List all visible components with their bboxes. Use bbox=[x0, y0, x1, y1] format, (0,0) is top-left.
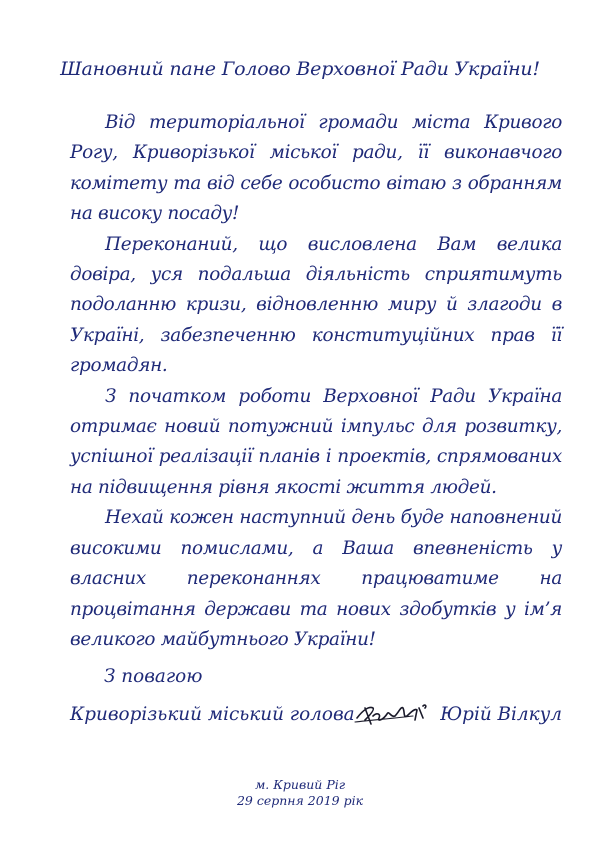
handwritten-signature bbox=[353, 696, 441, 730]
signer-name: Юрій Вілкул bbox=[440, 704, 562, 725]
paragraph-4: Нехай кожен наступний день буде наповнений високими помислами, а Ваша впевненість у власних переконаннях працюватиме на процвітання держави та нових здобутків у ім’я великого майбутнього України! bbox=[70, 507, 562, 650]
date: 29 серпня 2019 рік bbox=[236, 793, 364, 808]
place-and-date bbox=[0, 777, 600, 809]
city: м. Кривий Ріг bbox=[254, 777, 346, 792]
paragraph-2: Переконаний, що висловлена Вам велика довіра, уся подальша діяльність сприятимуть подоланню кризи, відновленню миру й злагоди в Україні, забезпеченню конституційних прав її громадян. bbox=[70, 233, 562, 377]
letter-body bbox=[70, 108, 562, 655]
paragraph-3: З початком роботи Верховної Ради Україна отримає новий потужний імпульс для розвитку, успішної реалізації планів і проектів, спрямованих на підвищення рівня якості життя людей. bbox=[70, 385, 562, 498]
paragraph-1: Від територіальної громади міста Кривого Рогу, Криворізької міської ради, її виконавчого комітету та від себе особисто вітаю з обранням на високу посаду! bbox=[70, 112, 562, 225]
signer-title: Криворізький міський голова bbox=[70, 704, 355, 725]
closing: З повагою bbox=[104, 666, 203, 687]
signature-block bbox=[70, 704, 562, 734]
salutation: Шановний пане Голово Верховної Ради України! bbox=[60, 58, 540, 80]
